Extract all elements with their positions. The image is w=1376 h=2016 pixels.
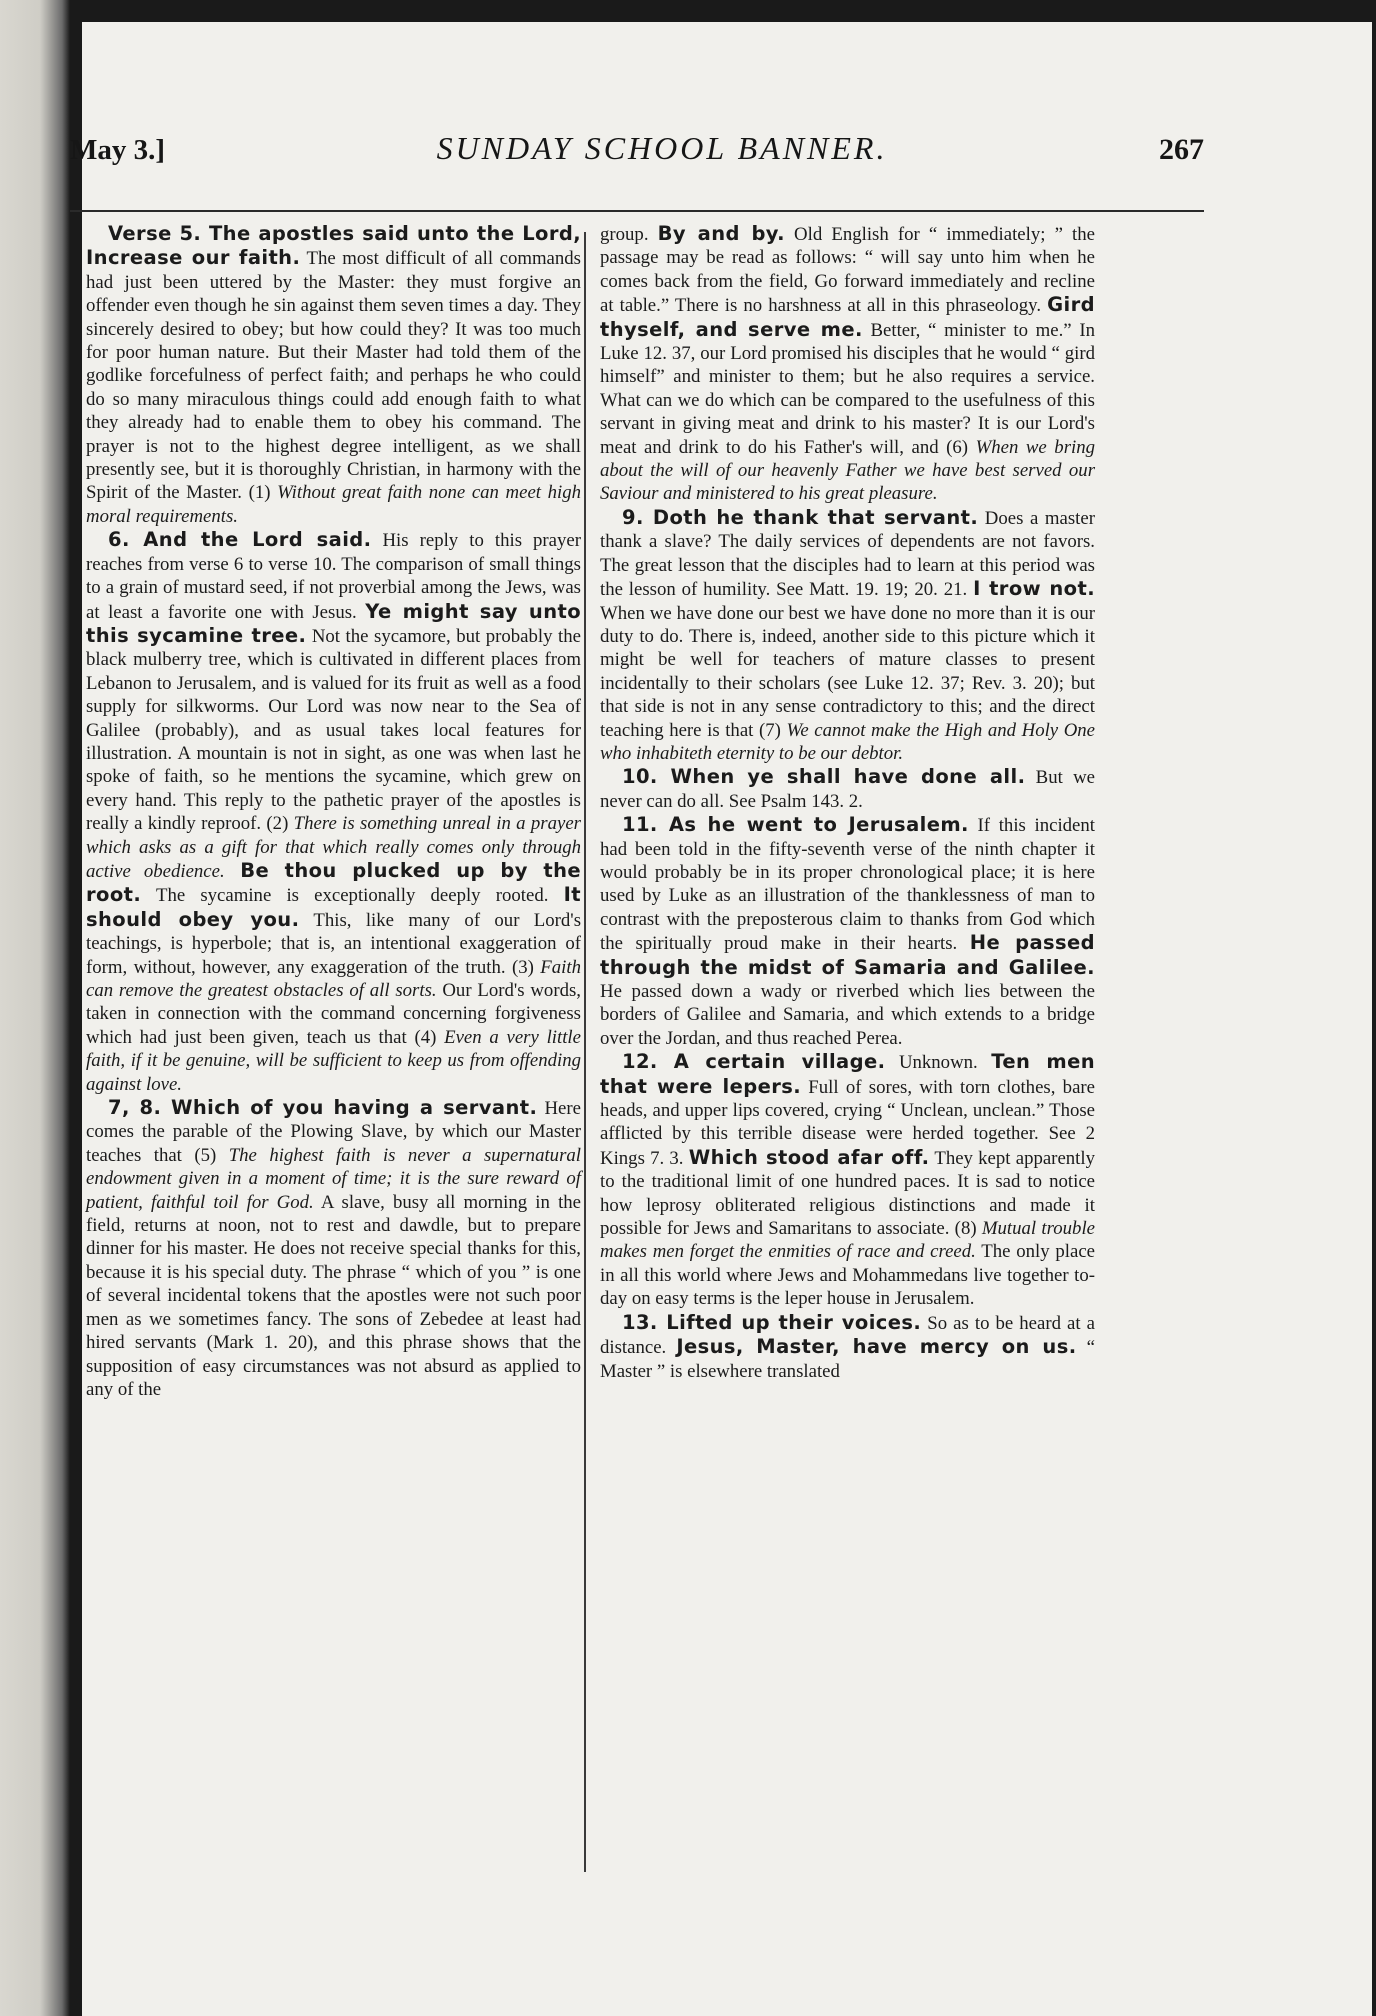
publication-title: SUNDAY SCHOOL BANNER. [436,130,888,166]
lesson-point: There is something unreal in a prayer which asks as a gift for that which really comes only through active obedience. [86,813,581,882]
quoted-phrase: By and by. [657,222,785,245]
commentary-text: A slave, busy all morning in the field, returns at noon, not to rest and dawdle, but to prepare dinner for his master. He does not receive special thanks for this, because it is his special duty. The phrase “ which of you ” is one of several incidental tokens that the apostles were not such poor men as we sometimes fancy. The sons of Zebedee at least had hired servants (Mark 1. 20), and this phrase shows that the supposition of easy circumstances was not absurd as applied to any of the [86,1191,582,1400]
right-column [600,222,1095,1383]
verse-heading: Verse 5. The apostles said unto the Lord, Increase our faith. [86,222,581,270]
commentary-text: Better, “ minister to me.” In Luke 12. 37, our Lord promised his disciples that he would “ gird himself” and minister to them; but he also requires a service. What can we do which can be compared to the usefulness of this servant in giving meat and drink to his master? It is our Lord's meat and drink to do his Father's will, and (6) [600,319,1095,458]
commentary-text: group. [600,224,658,245]
commentary-text: Our Lord's words, taken in connection with the command concerning forgiveness which had just been given, teach us that (4) [86,980,581,1048]
paragraph-verse-7-8 [86,1096,581,1401]
commentary-text: If this incident had been told in the fifty-seventh verse of the ninth chapter it would probably be in its proper chronological place; it is here used by Luke as an illustration of the thanklessness of man to contrast with the preposterous claim to thanks from God which the spiritually proud make in their hearts. [600,815,1095,955]
commentary-text: Does a master thank a slave? The daily services of dependents are not favors. The great lesson that the disciples had to learn at this period was the lesson of humility. See Matt. 19. 19; 20. 21. [600,507,1095,601]
commentary-text: The sycamine is exceptionally deeply rooted. [141,885,564,907]
quoted-phrase: Ye might say unto this sycamine tree. [86,599,581,647]
commentary-text: They kept apparently to the traditional limit of one hundred paces. It is sad to notice how leprosy obliterated religious distinctions and made it possible for Jews and Samaritans to associate. (8) [600,1147,1095,1240]
paragraph-verse-13 [600,1311,1095,1383]
lesson-point: Even a very little faith, if it be genuine, will be sufficient to keep us from offending against love. [86,1026,581,1095]
paragraph-verse-12 [600,1050,1095,1310]
verse-heading: 6. And the Lord said. [108,528,372,552]
quoted-phrase: Gird thyself, and serve me. [600,293,1095,341]
lesson-point: Mutual trouble makes men forget the enmities of race and creed. [600,1218,1095,1263]
commentary-text: Here comes the parable of the Plowing Slave, by which our Master teaches that (5) [86,1098,581,1166]
quoted-phrase: Which stood afar off. [688,1145,930,1169]
commentary-text: His reply to this prayer reaches from verse 6 to verse 10. The comparison of small things to a grain of mustard seed, if not proverbial among the Jews, was at least a favorite one with Jesus. [86,530,581,623]
scan-edge-left [0,0,70,2016]
quoted-phrase: Jesus, Master, have mercy on us. [676,1335,1077,1359]
column-divider [584,232,586,1872]
commentary-text: Old English for “ immediately; ” the passage may be read as follows: “ will say unto him when he comes back from the field, Go forward immediately and recline at table.” There is no harshness at all in this phraseology. [600,224,1095,317]
paragraph-continued [600,222,1095,506]
verse-heading: 9. Doth he thank that servant. [622,505,979,529]
paragraph-verse-6 [86,528,581,1096]
quoted-phrase: He passed through the midst of Samaria and Galilee. [600,931,1095,979]
lesson-point: Without great faith none can meet high moral requirements. [86,482,581,527]
verse-heading: 12. A certain village. [622,1050,886,1074]
commentary-text: He passed down a wady or riverbed which lies between the borders of Galilee and Samaria, and which extends to a bridge over the Jordan, and thus reached Perea. [600,981,1095,1049]
quoted-phrase: Ten men that were lepers. [600,1050,1095,1098]
verse-heading: 13. Lifted up their voices. [622,1310,922,1334]
quoted-phrase: I trow not. [973,577,1095,601]
left-column [86,222,581,1401]
commentary-text: Unknown. [885,1052,992,1074]
commentary-text: Full of sores, with torn clothes, bare heads, and upper lips covered, crying “ Unclean, unclean.” Those afflicted by this terrible disease were herded together. See 2 Kings 7. 3. [600,1076,1095,1169]
commentary-text: When we have done our best we have done no more than it is our duty to do. There is, indeed, another side to this picture which it might be well for teachers of mature classes to present incidentally to their scholars (see Luke 12. 37; Rev. 3. 20); but that side is not in any sense contradictory to this; and the direct teaching here is that (7) [600,602,1095,741]
commentary-text: The most difficult of all commands had just been uttered by the Master: they must forgive an offender even though he sin against them seven times a day. They sincerely desired to obey; but how could they? It was too much for poor human nature. But their Master had told them of the godlike forcefulness of perfect faith; and perhaps he who could do so many miraculous things could add enough faith to what they already had to enable them to obey his command. The prayer is not to the highest degree intelligent, as we shall presently see, but it is thoroughly Christian, in harmony with the Spirit of the Master. (1) [86,248,581,504]
quoted-phrase: Be thou plucked up by the root. [86,858,581,907]
verse-heading: 11. As he went to Jerusalem. [622,813,969,837]
paragraph-verse-5 [86,222,581,528]
lesson-point: The highest faith is never a supernatural endowment given in a moment of time; it is the sure reward of patient, faithful toil for God. [86,1144,581,1213]
header-divider [70,210,1204,212]
paragraph-verse-10 [600,765,1095,813]
paragraph-verse-11 [600,813,1095,1050]
quoted-phrase: It should obey you. [86,883,581,931]
commentary-text: The only place in all this world where Jews and Mohammedans live together to-day on easy terms is the leper house in Jerusalem. [600,1241,1096,1310]
commentary-text: Not the sycamore, but probably the black mulberry tree, which is cultivated in different places from Lebanon to Jerusalem, and is valued for its fruit as well as a food supply for silkworms. Our Lord was now near to the Sea of Galilee (probably), and as usual takes local features for illustration. A mountain is not in sight, as one was when last he spoke of faith, so he mentions the sycamine, which grew on every hand. This reply to the pathetic prayer of the apostles is really a kindly reproof. (2) [86,625,581,835]
lesson-point: We cannot make the High and Holy One who inhabiteth eternity to be our debtor. [600,719,1096,764]
issue-date: May 3.] [70,134,166,166]
verse-heading: 7, 8. Which of you having a servant. [108,1096,538,1120]
paragraph-verse-9 [600,506,1095,765]
page-header [70,130,1204,200]
commentary-text: “ Master ” is elsewhere translated [600,1337,1095,1382]
page-number: 267 [1159,133,1204,166]
verse-heading: 10. When ye shall have done all. [622,765,1026,789]
lesson-point: When we bring about the will of our heavenly Father we have best served our Saviour and ministered to his great pleasure. [600,436,1096,505]
commentary-text: But we never can do all. See Psalm 143. 2. [600,767,1095,812]
commentary-text: So as to be heard at a distance. [600,1312,1095,1359]
lesson-point: Faith can remove the greatest obstacles of all sorts. [86,956,581,1001]
commentary-text: This, like many of our Lord's teachings, is hyperbole; that is, an intentional exaggeration of form, without, however, any exaggeration of the truth. (3) [86,909,582,978]
